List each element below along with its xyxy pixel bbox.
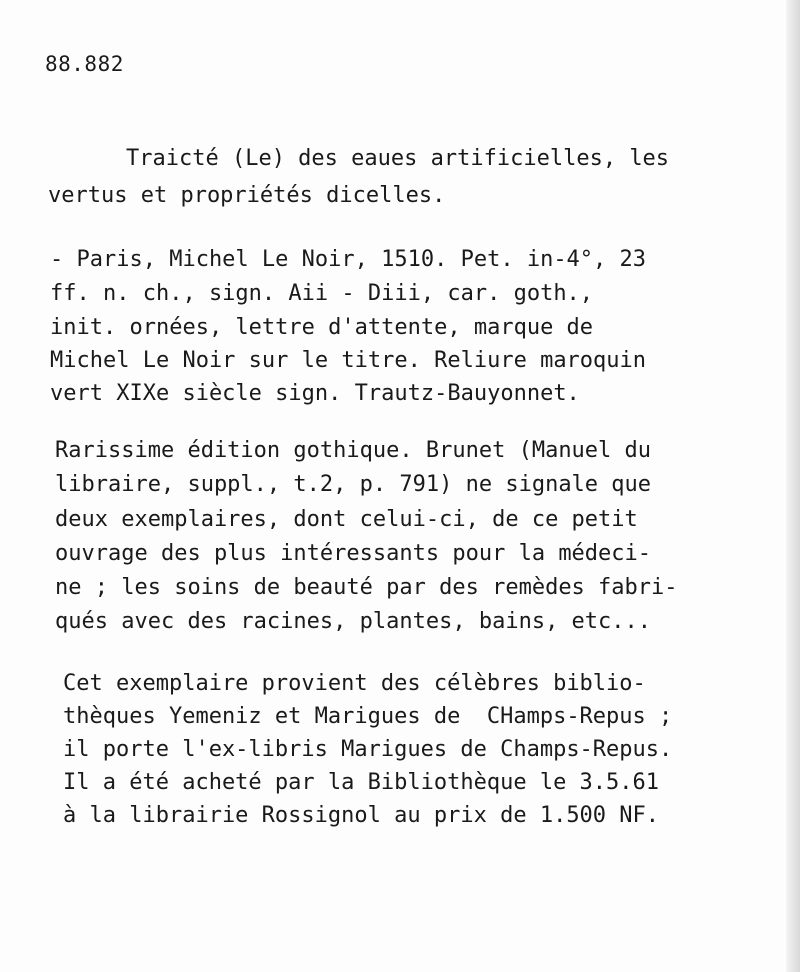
provenance-line: Cet exemplaire provient des célèbres biblio- <box>63 671 646 696</box>
note-line: ne ; les soins de beauté par des remèdes fabri- <box>55 575 678 600</box>
reference-number: 88.882 <box>45 52 124 76</box>
note-line: deux exemplaires, dont celui-ci, de ce petit <box>55 507 638 532</box>
note-line: Rarissime édition gothique. Brunet (Manuel du <box>55 438 652 463</box>
imprint-line: init. ornées, lettre d'attente, marque de <box>50 315 594 340</box>
card-edge-shadow <box>786 0 800 972</box>
title-line: Traicté (Le) des eaues artificielles, les <box>126 146 670 171</box>
imprint-line: ff. n. ch., sign. Aii - Diii, car. goth., <box>50 281 594 306</box>
note-line: libraire, suppl., t.2, p. 791) ne signale que <box>55 472 652 497</box>
provenance-line: Il a été acheté par la Bibliothèque le 3.5.61 <box>63 770 660 795</box>
provenance-line: thèques Yemeniz et Marigues de CHamps-Repus ; <box>63 704 673 729</box>
note-line: qués avec des racines, plantes, bains, etc... <box>55 609 652 634</box>
imprint-line: Michel Le Noir sur le titre. Reliure maroquin <box>50 348 647 373</box>
provenance-paragraph <box>63 671 673 828</box>
imprint-paragraph <box>50 247 647 406</box>
title-paragraph <box>48 146 670 236</box>
provenance-line: il porte l'ex-libris Marigues de Champs-Repus. <box>63 737 673 762</box>
imprint-line: vert XIXe siècle sign. Trautz-Bauyonnet. <box>50 381 580 406</box>
note-line: ouvrage des plus intéressants pour la médeci- <box>55 541 652 566</box>
note-paragraph <box>55 438 678 634</box>
provenance-line: à la librairie Rossignol au prix de 1.500 NF. <box>63 803 660 828</box>
title-line: vertus et propriétés dicelles. <box>48 183 446 208</box>
imprint-line: - Paris, Michel Le Noir, 1510. Pet. in-4°, 23 <box>50 247 647 272</box>
